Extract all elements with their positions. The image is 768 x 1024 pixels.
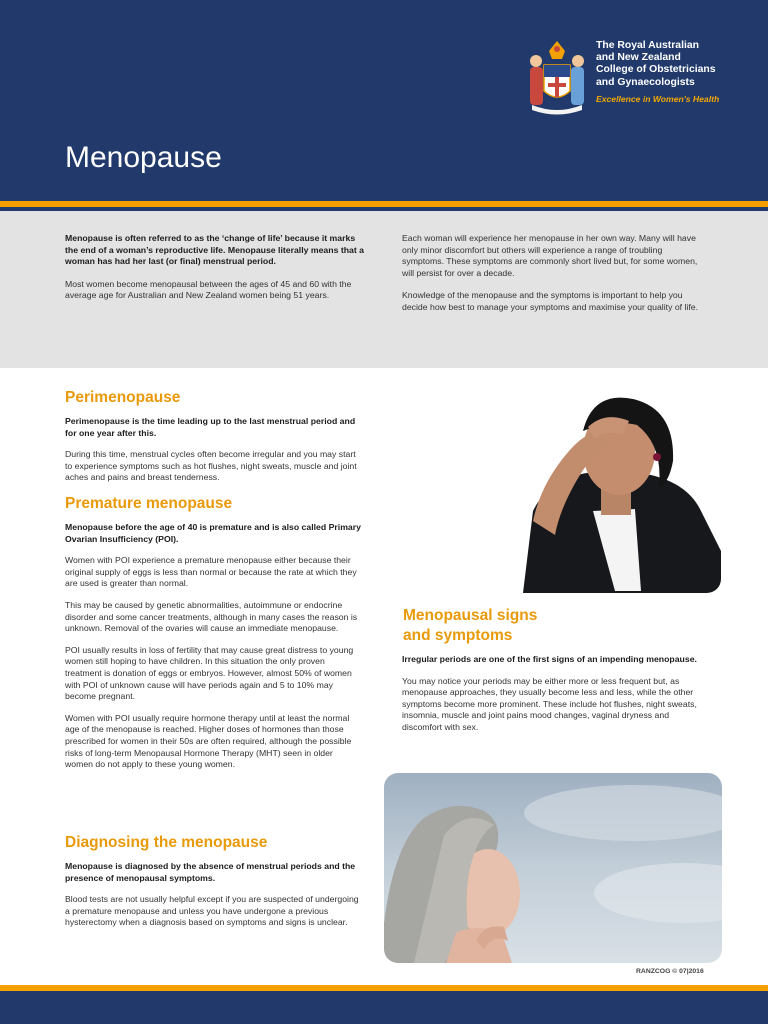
signs-text xyxy=(402,654,706,744)
premature-hormone-text: Women with POI usually require hormone therapy until at least the normal age of the menopause is reached. Higher doses of hormones than those prescribed for women in their 50s are often required, although the possible risks of long-term Menopausal Hormone Therapy (MHT) seen in older women do not apply to these young women. xyxy=(65,712,352,770)
signs-body: You may notice your periods may be either more or less frequent but, as menopause approaches, they usually become less and less, while the other symptoms become more prominent. These include hot flushes, night sweats, insomnia, muscle and joint pains mood changes, vaginal dryness and discomfort with sex. xyxy=(402,675,697,732)
college-crest-icon xyxy=(526,37,588,115)
premature-lead: Menopause before the age of 40 is premature and is also called Primary Ovarian Insufficiency (POI). xyxy=(65,522,361,544)
signs-lead: Irregular periods are one of the first signs of an impending menopause. xyxy=(402,654,697,664)
signs-heading-line-2: and symptoms xyxy=(403,627,513,644)
college-name-line-1: The Royal Australian xyxy=(596,40,699,51)
signs-heading-line-1: Menopausal signs xyxy=(403,607,538,624)
premature-menopause-heading: Premature menopause xyxy=(65,495,233,512)
perimenopause-body: During this time, menstrual cycles often become irregular and you may start to experience symptoms such as hot flushes, night sweats, muscle and joint aches and pains and breast tenderness. xyxy=(65,449,357,483)
intro-age-text: Most women become menopausal between the ages of 45 and 60 with the average age for Australian and New Zealand women being 51 years. xyxy=(65,278,352,301)
premature-fertility-text: POI usually results in loss of fertility that may cause great distress to young women still hoping to have children. In this situation the only proven treatment is donation of eggs or embryos. However, almost 50% of women with POI of unknown cause will have periods again and 5 to 10% may become pregnant. xyxy=(65,644,354,702)
college-name-line-3: College of Obstetricians xyxy=(596,64,716,76)
diagnosing-lead: Menopause is diagnosed by the absence of menstrual periods and the presence of menopausal symptoms. xyxy=(65,861,356,883)
header-banner xyxy=(0,0,768,201)
intro-left-column xyxy=(65,233,365,313)
college-name-line-2: and New Zealand xyxy=(596,52,681,64)
intro-lead: Menopause is often referred to as the ‘change of life’ because it marks the end of a woman’s reproductive life. Menopause literally means that a woman has had her last (or final) menstrual period. xyxy=(65,233,364,267)
copyright-notice: RANZCOG © 07|2016 xyxy=(636,968,704,975)
perimenopause-text xyxy=(65,416,361,494)
perimenopause-heading: Perimenopause xyxy=(65,389,181,406)
intro-band xyxy=(0,211,768,368)
intro-knowledge-text: Knowledge of the menopause and the symptoms is important to help you decide how best to manage your symptoms and maximise your quality of life. xyxy=(402,290,698,312)
tagline: Excellence in Women's Health xyxy=(596,94,720,104)
diagnosing-body: Blood tests are not usually helpful except if you are suspected of undergoing a premature menopause and unless you have undergone a previous hysterectomy when a diagnosis based on symptoms and signs is unclear. xyxy=(65,894,359,928)
premature-cause-text: Women with POI experience a premature menopause either because their original supply of eggs is less than normal or because the rate at which they are used is greater than normal. xyxy=(65,555,357,589)
perimenopause-lead: Perimenopause is the time leading up to the last menstrual period and for one year after this. xyxy=(65,416,356,438)
page-title: Menopause xyxy=(65,141,222,174)
intro-right-column xyxy=(402,233,702,325)
premature-menopause-text xyxy=(65,522,363,781)
college-name xyxy=(596,40,766,89)
older-woman-sky-photo xyxy=(384,773,722,963)
diagnosing-text xyxy=(65,861,363,939)
premature-reasons-text: This may be caused by genetic abnormalities, autoimmune or endocrine disorder and some cancer treatments, although in many cases the reason is unknown. Removal of the ovaries will cause an immediate menopause. xyxy=(65,599,358,634)
woman-headache-photo xyxy=(383,391,721,593)
college-name-line-4: and Gynaecologists xyxy=(596,76,695,88)
footer-navy-band xyxy=(0,991,768,1024)
diagnosing-heading: Diagnosing the menopause xyxy=(65,834,268,851)
intro-experience-text: Each woman will experience her menopause in her own way. Many will have only minor discomfort but others will experience a range of troubling symptoms. These symptoms are commonly short lived but, for some women, will persist for over a decade. xyxy=(402,233,698,278)
